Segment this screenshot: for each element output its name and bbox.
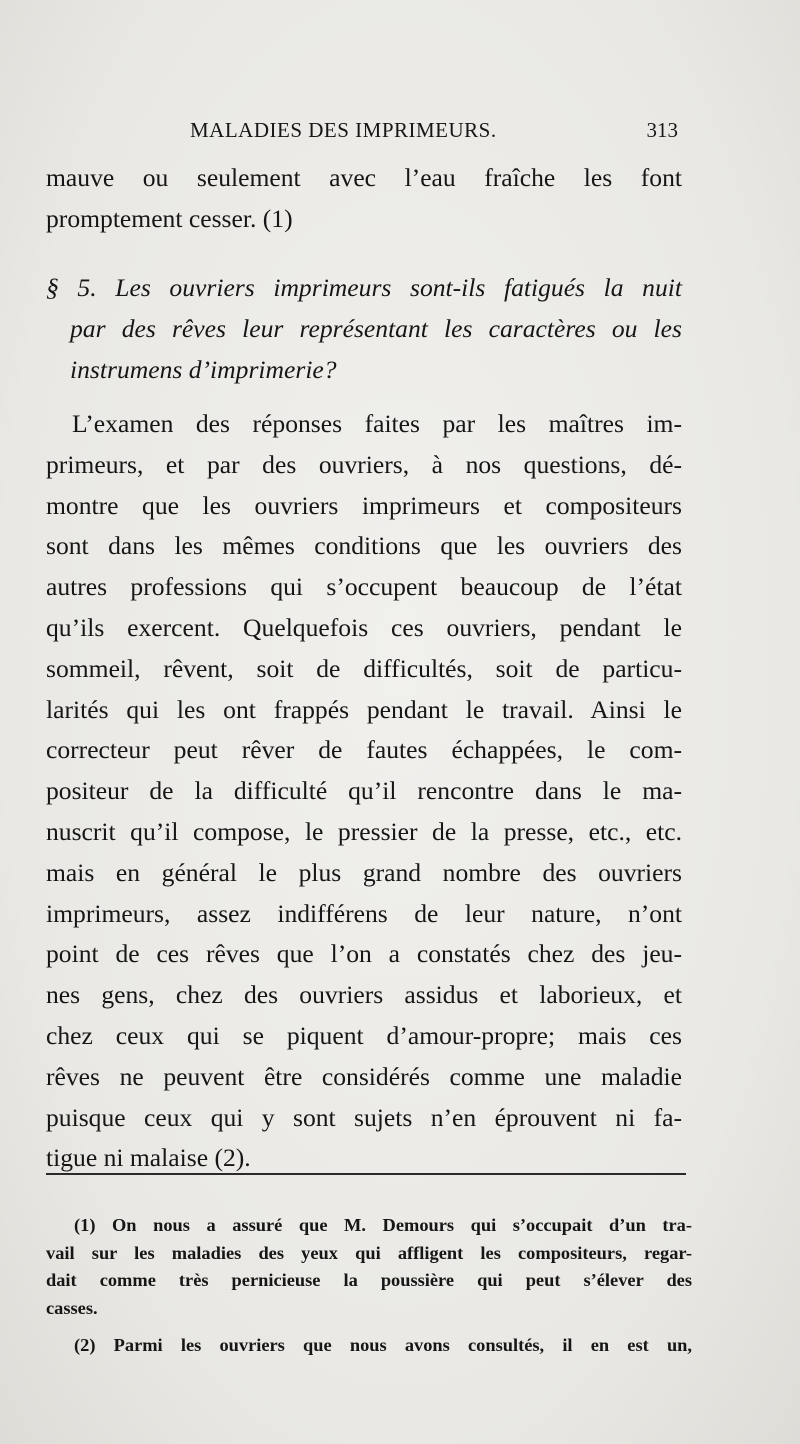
page-number: 313: [646, 118, 678, 142]
text-line: point de ces rêves que l’on a constatés chez des jeu-: [46, 939, 682, 969]
running-head: [190, 118, 690, 148]
text-line: montre que les ouvriers imprimeurs et compositeurs: [46, 490, 682, 520]
footnote-line: dait comme très pernicieuse la poussière qui peut s’élever des: [46, 1270, 692, 1290]
continuation-paragraph: [46, 158, 682, 240]
section-heading-line: § 5. Les ouvriers imprimeurs sont-ils fatigués la nuit: [46, 273, 682, 302]
text-line: imprimeurs, assez indifférens de leur nature, n’ont: [46, 898, 682, 928]
footnote-line: (1) On nous a assuré que M. Demours qui s’occupait d’un tra-: [74, 1215, 692, 1235]
text-line: larités qui les ont frappés pendant le travail. Ainsi le: [46, 694, 682, 724]
text-line: qu’ils exercent. Quelquefois ces ouvriers, pendant le: [46, 612, 682, 642]
text-line: nuscrit qu’il compose, le pressier de la presse, etc., etc.: [46, 816, 682, 846]
text-line: correcteur peut rêver de fautes échappées, le com-: [46, 735, 682, 765]
text-line: autres professions qui s’occupent beaucoup de l’état: [46, 572, 682, 602]
text-line: promptement cesser. (1): [46, 203, 293, 233]
running-title: MALADIES DES IMPRIMEURS.: [190, 118, 497, 142]
footnote-gap: [46, 1322, 692, 1332]
footnote-line: vail sur les maladies des yeux qui affligent les compositeurs, regar-: [46, 1242, 692, 1263]
text-line: primeurs, et par des ouvriers, à nos questions, dé-: [46, 449, 682, 479]
footnotes: [46, 1212, 692, 1360]
footnote-line: (2) Parmi les ouvriers que nous avons consultés, il en est un,: [74, 1335, 692, 1355]
text-line: L’examen des réponses faites par les maîtres im-: [72, 409, 682, 438]
text-line: chez ceux qui se piquent d’amour-propre; mais ces: [46, 1020, 682, 1050]
body-paragraph: [46, 404, 682, 1179]
footnote-separator: [46, 1173, 686, 1175]
text-line: mais en général le plus grand nombre des ouvriers: [46, 857, 682, 887]
text-line: positeur de la difficulté qu’il rencontre dans le ma-: [46, 776, 682, 806]
text-line: sommeil, rêvent, soit de difficultés, soit de particu-: [46, 653, 682, 683]
section-heading-line: instrumens d’imprimerie?: [70, 354, 337, 384]
text-line: mauve ou seulement avec l’eau fraîche les font: [46, 163, 682, 192]
text-line: tigue ni malaise (2).: [46, 1143, 251, 1173]
footnote-line: casses.: [46, 1297, 98, 1318]
text-line: sont dans les mêmes conditions que les ouvriers des: [46, 531, 682, 561]
section-heading-line: par des rêves leur représentant les caractères ou les: [70, 313, 682, 343]
section-heading: [46, 268, 682, 390]
text-line: nes gens, chez des ouvriers assidus et laborieux, et: [46, 980, 682, 1010]
text-line: rêves ne peuvent être considérés comme une maladie: [46, 1061, 682, 1091]
text-line: puisque ceux qui y sont sujets n’en éprouvent ni fa-: [46, 1102, 682, 1132]
